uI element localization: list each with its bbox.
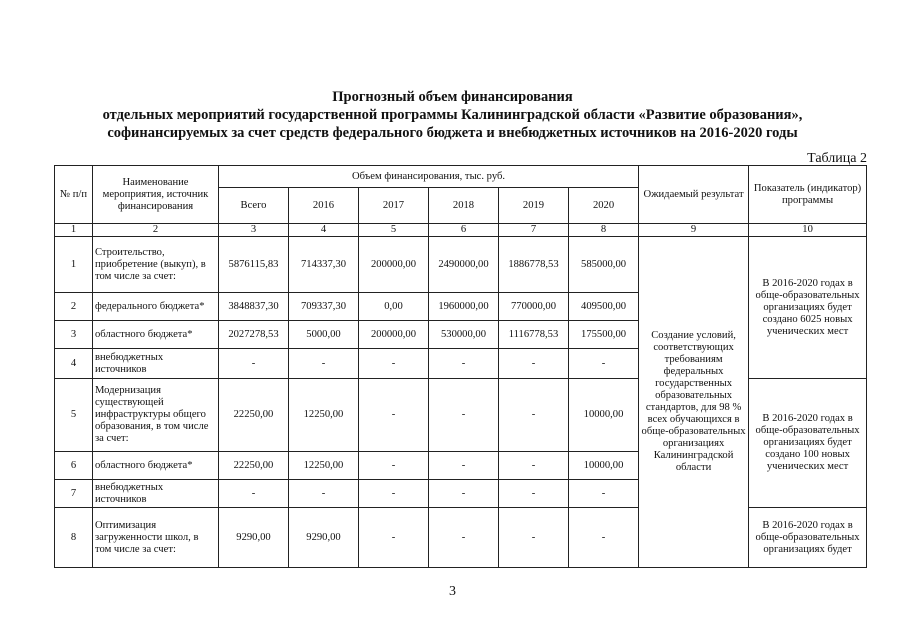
col-number: 4 <box>289 224 359 237</box>
row-total: 22250,00 <box>219 379 289 452</box>
row-total: - <box>219 480 289 508</box>
row-num: 6 <box>55 452 93 480</box>
header-volume: Объем финансирования, тыс. руб. <box>219 166 639 188</box>
row-name: внебюджетных источников <box>93 349 219 379</box>
col-number: 3 <box>219 224 289 237</box>
row-2019: 1886778,53 <box>499 237 569 293</box>
row-name: внебюджетных источников <box>93 480 219 508</box>
row-2018: - <box>429 379 499 452</box>
table-label: Таблица 2 <box>807 151 867 166</box>
row-name: Оптимизация загруженности школ, в том числе за счет: <box>93 508 219 568</box>
row-2016: - <box>289 480 359 508</box>
row-num: 7 <box>55 480 93 508</box>
row-num: 3 <box>55 321 93 349</box>
document-title-line-1: Прогнозный объем финансирования <box>332 89 573 105</box>
header-name: Наименование мероприятия, источник финансирования <box>93 166 219 224</box>
indicator-2: В 2016-2020 годах в обще-образовательных организациях будет создано 100 новых ученических мест <box>749 379 867 508</box>
col-number: 9 <box>639 224 749 237</box>
row-2019: 770000,00 <box>499 293 569 321</box>
col-number: 6 <box>429 224 499 237</box>
row-2018: 2490000,00 <box>429 237 499 293</box>
row-2017: - <box>359 480 429 508</box>
row-total: 2027278,53 <box>219 321 289 349</box>
row-name: областного бюджета* <box>93 452 219 480</box>
row-2017: - <box>359 452 429 480</box>
table-row <box>55 237 867 293</box>
row-2016: 12250,00 <box>289 452 359 480</box>
col-number: 1 <box>55 224 93 237</box>
header-2020: 2020 <box>569 188 639 224</box>
row-2017: 200000,00 <box>359 321 429 349</box>
row-name: Модернизация существующей инфраструктуры общего образования, в том числе за счет: <box>93 379 219 452</box>
row-name: Строительство, приобретение (выкуп), в том числе за счет: <box>93 237 219 293</box>
financing-table <box>54 165 867 568</box>
row-2020: 10000,00 <box>569 452 639 480</box>
row-2018: - <box>429 349 499 379</box>
row-2017: - <box>359 508 429 568</box>
row-2020: 10000,00 <box>569 379 639 452</box>
row-2016: 12250,00 <box>289 379 359 452</box>
document-title-line-2: отдельных мероприятий государственной программы Калининградской области «Развитие образования», <box>102 107 803 123</box>
row-2016: 5000,00 <box>289 321 359 349</box>
row-2020: 585000,00 <box>569 237 639 293</box>
row-2018: 1960000,00 <box>429 293 499 321</box>
row-2016: 714337,30 <box>289 237 359 293</box>
page-number: 3 <box>449 584 456 599</box>
row-num: 4 <box>55 349 93 379</box>
indicator-1: В 2016-2020 годах в обще-образовательных организациях будет создано 6025 новых ученических мест <box>749 237 867 379</box>
header-total: Всего <box>219 188 289 224</box>
header-2018: 2018 <box>429 188 499 224</box>
header-2019: 2019 <box>499 188 569 224</box>
header-2016: 2016 <box>289 188 359 224</box>
row-total: - <box>219 349 289 379</box>
col-number: 2 <box>93 224 219 237</box>
row-total: 22250,00 <box>219 452 289 480</box>
row-2017: - <box>359 349 429 379</box>
row-2020: - <box>569 508 639 568</box>
col-number: 8 <box>569 224 639 237</box>
row-2019: - <box>499 508 569 568</box>
row-num: 8 <box>55 508 93 568</box>
header-indicator: Показатель (индикатор) программы <box>749 166 867 224</box>
row-total: 5876115,83 <box>219 237 289 293</box>
row-2017: 200000,00 <box>359 237 429 293</box>
col-number: 5 <box>359 224 429 237</box>
row-2017: - <box>359 379 429 452</box>
row-2019: - <box>499 452 569 480</box>
row-num: 1 <box>55 237 93 293</box>
expected-result: Создание условий, соответствующих требованиям федеральных государственных образовательных стандартов, для 98 % всех обучающихся в обще-образовательных организациях Калининградской области <box>639 237 749 568</box>
row-2018: - <box>429 480 499 508</box>
col-number: 10 <box>749 224 867 237</box>
row-total: 9290,00 <box>219 508 289 568</box>
row-2020: - <box>569 480 639 508</box>
row-2017: 0,00 <box>359 293 429 321</box>
row-2019: - <box>499 349 569 379</box>
row-total: 3848837,30 <box>219 293 289 321</box>
row-2019: - <box>499 480 569 508</box>
header-result: Ожидаемый результат <box>639 166 749 224</box>
row-2020: - <box>569 349 639 379</box>
row-2016: - <box>289 349 359 379</box>
row-2020: 409500,00 <box>569 293 639 321</box>
row-2016: 9290,00 <box>289 508 359 568</box>
indicator-3: В 2016-2020 годах в обще-образовательных организациях будет <box>749 508 867 568</box>
row-2019: 1116778,53 <box>499 321 569 349</box>
header-num: № п/п <box>55 166 93 224</box>
row-name: областного бюджета* <box>93 321 219 349</box>
row-name: федерального бюджета* <box>93 293 219 321</box>
row-num: 2 <box>55 293 93 321</box>
column-number-row <box>55 224 867 237</box>
col-number: 7 <box>499 224 569 237</box>
document-title-line-3: софинансируемых за счет средств федерального бюджета и внебюджетных источников на 2016-2020 годы <box>107 125 798 141</box>
row-2018: 530000,00 <box>429 321 499 349</box>
row-2018: - <box>429 452 499 480</box>
row-2020: 175500,00 <box>569 321 639 349</box>
header-2017: 2017 <box>359 188 429 224</box>
row-2016: 709337,30 <box>289 293 359 321</box>
row-2018: - <box>429 508 499 568</box>
row-2019: - <box>499 379 569 452</box>
row-num: 5 <box>55 379 93 452</box>
